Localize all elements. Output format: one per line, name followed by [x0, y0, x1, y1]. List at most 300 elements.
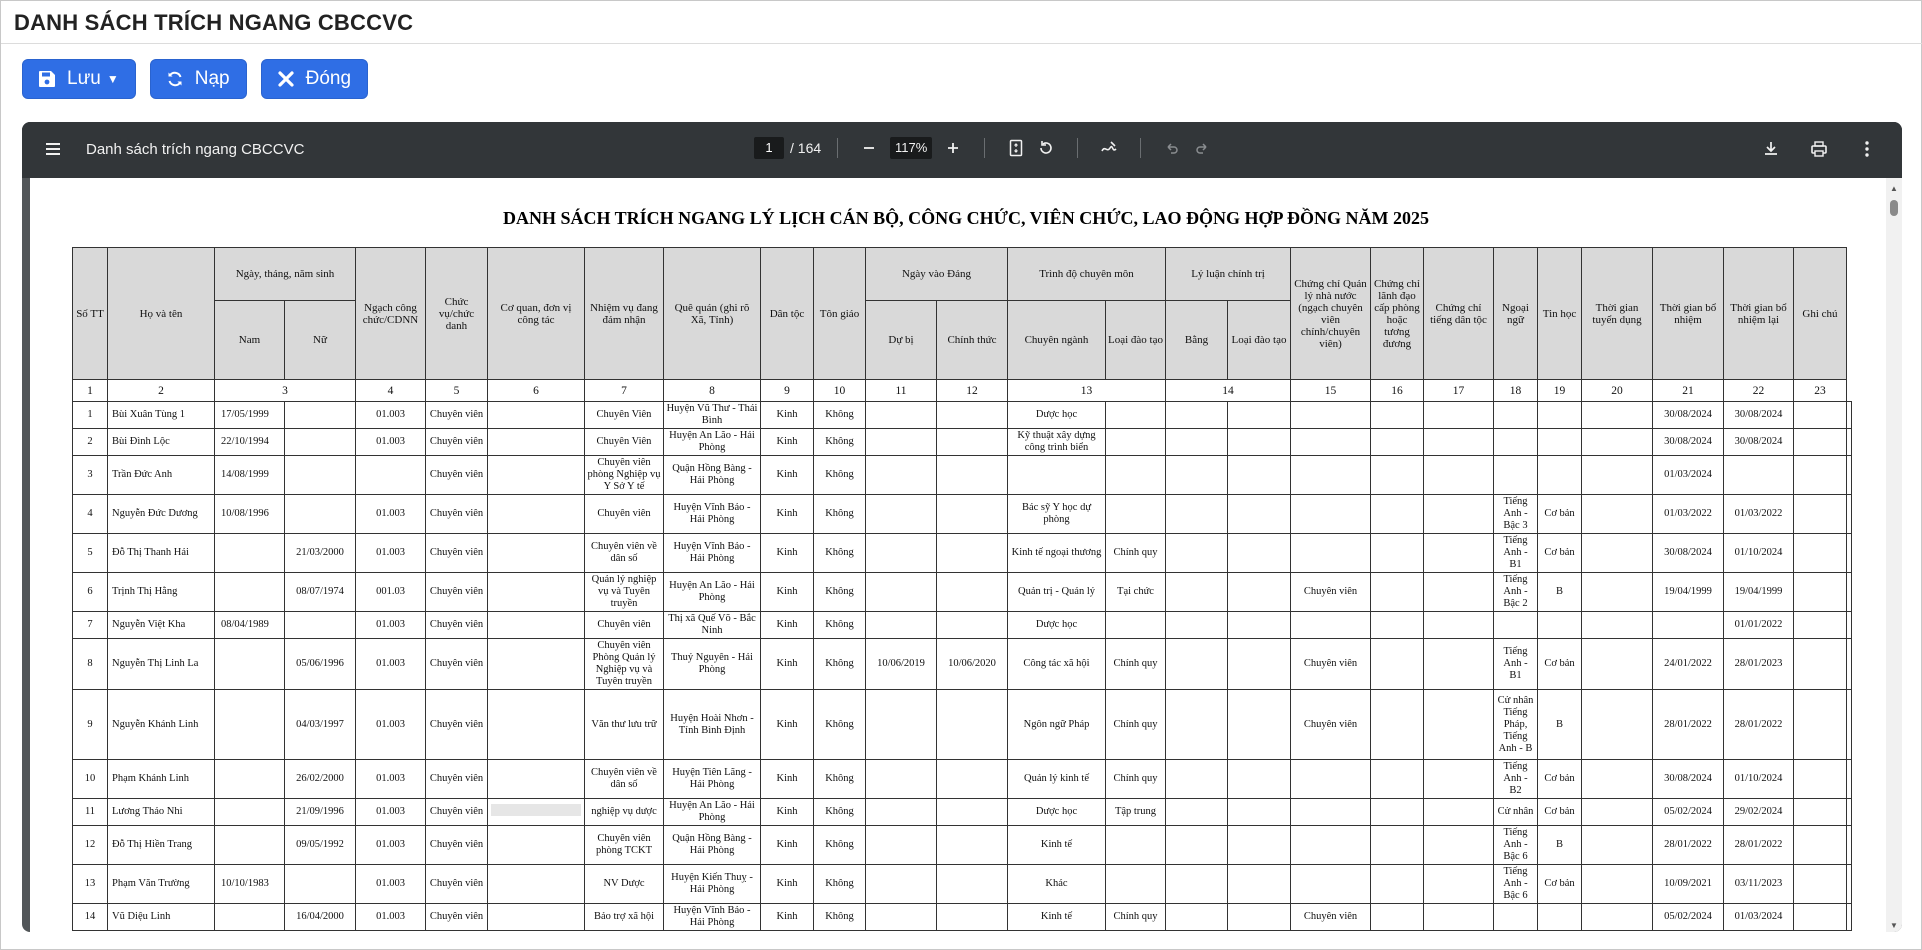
- table-cell: [1582, 429, 1653, 456]
- divider: [984, 138, 985, 158]
- column-number-row: [73, 380, 1852, 402]
- table-cell: Dược học: [1008, 402, 1106, 429]
- table-cell: [1424, 690, 1494, 760]
- table-cell: 17/05/1999: [215, 402, 285, 429]
- table-row: [73, 612, 1852, 639]
- zoom-level-input[interactable]: 117%: [890, 137, 932, 159]
- table-cell: Bác sỹ Y học dự phòng: [1008, 495, 1106, 534]
- table-cell: 01.003: [356, 534, 426, 573]
- table-cell: [1794, 456, 1847, 495]
- table-cell: Không: [814, 534, 866, 573]
- table-cell: [1228, 799, 1291, 826]
- table-cell: Dược học: [1008, 799, 1106, 826]
- table-cell: Chuyên viên: [585, 612, 664, 639]
- header-name: Họ và tên: [108, 248, 215, 380]
- table-cell: [1371, 826, 1424, 865]
- table-cell: Cử nhân: [1494, 799, 1538, 826]
- floppy-disk-icon: [37, 69, 57, 89]
- table-cell: Chuyên viên Phòng Quản lý Nghiệp vụ và Tuyên truyền: [585, 639, 664, 690]
- table-row: [73, 690, 1852, 760]
- table-cell: Chuyên viên: [426, 826, 488, 865]
- header-dubi: Dự bị: [866, 301, 937, 380]
- table-cell: [1582, 799, 1653, 826]
- table-cell: Không: [814, 799, 866, 826]
- table-cell: Trần Đức Anh: [108, 456, 215, 495]
- scroll-up-icon[interactable]: ▲: [1890, 184, 1898, 193]
- column-number: 17: [1424, 380, 1494, 402]
- table-cell: [1291, 456, 1371, 495]
- column-number: 7: [585, 380, 664, 402]
- table-cell: [1582, 573, 1653, 612]
- table-cell: [1166, 760, 1228, 799]
- table-cell: [1582, 865, 1653, 904]
- table-cell: [1494, 612, 1538, 639]
- table-cell: 08/04/1989: [215, 612, 285, 639]
- table-cell: Chuyên viên: [426, 690, 488, 760]
- save-button[interactable]: [22, 59, 136, 99]
- table-cell: [1847, 639, 1852, 690]
- table-cell: Kinh: [761, 826, 814, 865]
- table-cell: 29/02/2024: [1724, 799, 1794, 826]
- header-bang: Bằng: [1166, 301, 1228, 380]
- table-cell: [866, 495, 937, 534]
- table-cell: Huyện Vĩnh Bảo - Hải Phòng: [664, 534, 761, 573]
- table-cell: [937, 826, 1008, 865]
- table-cell: Huyện Vĩnh Bảo - Hải Phòng: [664, 904, 761, 931]
- redo-icon[interactable]: [1192, 138, 1212, 158]
- table-cell: 04/03/1997: [285, 690, 356, 760]
- table-cell: [937, 799, 1008, 826]
- table-cell: Chuyên Viên: [585, 402, 664, 429]
- table-cell: Lương Thảo Nhi: [108, 799, 215, 826]
- table-cell: Không: [814, 865, 866, 904]
- close-label: Đóng: [305, 68, 352, 89]
- table-cell: 01.003: [356, 639, 426, 690]
- table-cell: Vũ Diệu Linh: [108, 904, 215, 931]
- column-number: 21: [1653, 380, 1724, 402]
- column-number: 14: [1166, 380, 1291, 402]
- table-cell: [1106, 612, 1166, 639]
- save-label: Lưu: [67, 68, 101, 89]
- table-cell: [1424, 402, 1494, 429]
- pdf-doc-title: Danh sách trích ngang CBCCVC: [86, 141, 305, 158]
- table-cell: [1847, 690, 1852, 760]
- table-cell: Cơ bản: [1538, 799, 1582, 826]
- table-cell: [1166, 799, 1228, 826]
- table-cell: [488, 534, 585, 573]
- table-cell: Đỗ Thị Hiền Trang: [108, 826, 215, 865]
- scroll-down-icon[interactable]: ▼: [1890, 921, 1898, 930]
- header-chinhthuc: Chính thức: [937, 301, 1008, 380]
- header-llct: Lý luận chính trị: [1166, 248, 1291, 301]
- table-cell: [215, 573, 285, 612]
- header-chuyennganh: Chuyên ngành: [1008, 301, 1106, 380]
- table-cell: Nguyễn Việt Kha: [108, 612, 215, 639]
- table-cell: Chuyên viên: [585, 495, 664, 534]
- table-cell: 11: [73, 799, 108, 826]
- table-cell: [285, 456, 356, 495]
- table-row: [73, 760, 1852, 799]
- table-cell: Bảo trợ xã hội: [585, 904, 664, 931]
- annotate-pen-icon[interactable]: [1099, 138, 1119, 158]
- table-cell: Cơ bản: [1538, 639, 1582, 690]
- table-cell: 14/08/1999: [215, 456, 285, 495]
- table-cell: Chuyên viên: [426, 612, 488, 639]
- table-cell: [1582, 826, 1653, 865]
- table-cell: [1582, 904, 1653, 931]
- table-cell: [1847, 865, 1852, 904]
- table-cell: [1371, 495, 1424, 534]
- table-cell: 09/05/1992: [285, 826, 356, 865]
- table-cell: [1653, 612, 1724, 639]
- table-cell: [488, 904, 585, 931]
- table-cell: Huyện Vũ Thư - Thái Bình: [664, 402, 761, 429]
- table-cell: [1291, 495, 1371, 534]
- table-cell: [488, 612, 585, 639]
- table-cell: [1371, 760, 1424, 799]
- pdf-scrollbar[interactable]: [1886, 178, 1902, 932]
- header-trinhdo: Trình độ chuyên môn: [1008, 248, 1166, 301]
- table-cell: [866, 456, 937, 495]
- table-cell: [1228, 456, 1291, 495]
- table-cell: [937, 904, 1008, 931]
- table-cell: Kinh: [761, 612, 814, 639]
- table-cell: 10/09/2021: [1653, 865, 1724, 904]
- more-vertical-icon[interactable]: [1857, 139, 1877, 159]
- table-cell: [1794, 429, 1847, 456]
- table-cell: [1424, 456, 1494, 495]
- table-cell: 8: [73, 639, 108, 690]
- table-cell: [356, 456, 426, 495]
- table-cell: [1371, 573, 1424, 612]
- table-cell: Không: [814, 826, 866, 865]
- header-loaidt2: Loại đào tạo: [1228, 301, 1291, 380]
- refresh-icon: [165, 69, 185, 89]
- table-row: [73, 495, 1852, 534]
- table-cell: [937, 402, 1008, 429]
- table-cell: [866, 760, 937, 799]
- table-cell: Đỗ Thị Thanh Hải: [108, 534, 215, 573]
- table-cell: [1291, 402, 1371, 429]
- table-cell: [1794, 865, 1847, 904]
- table-cell: Kinh tế: [1008, 826, 1106, 865]
- table-cell: [1291, 760, 1371, 799]
- table-cell: Cơ bản: [1538, 534, 1582, 573]
- table-cell: 30/08/2024: [1653, 429, 1724, 456]
- table-cell: [1847, 612, 1852, 639]
- table-cell: Kinh: [761, 690, 814, 760]
- table-cell: [1371, 534, 1424, 573]
- fit-page-icon[interactable]: [1006, 138, 1026, 158]
- table-cell: [1106, 402, 1166, 429]
- table-cell: [215, 799, 285, 826]
- table-cell: [1424, 639, 1494, 690]
- table-cell: Không: [814, 760, 866, 799]
- redacted-block: [491, 804, 581, 816]
- table-cell: [488, 429, 585, 456]
- table-cell: [1794, 760, 1847, 799]
- table-cell: [1794, 690, 1847, 760]
- menu-icon[interactable]: [44, 140, 62, 158]
- table-cell: [1291, 429, 1371, 456]
- table-cell: [866, 826, 937, 865]
- table-cell: [215, 904, 285, 931]
- table-cell: Chuyên viên: [426, 456, 488, 495]
- table-cell: Cơ bản: [1538, 495, 1582, 534]
- column-number: 19: [1538, 380, 1582, 402]
- table-cell: [488, 495, 585, 534]
- table-cell: [866, 799, 937, 826]
- table-cell: [1582, 456, 1653, 495]
- table-cell: Chuyên viên: [426, 534, 488, 573]
- table-cell: [215, 760, 285, 799]
- title-divider: [1, 43, 1922, 44]
- header-nhiemvu: Nhiệm vụ đang đảm nhận: [585, 248, 664, 380]
- table-cell: Chính quy: [1106, 690, 1166, 760]
- table-cell: [937, 534, 1008, 573]
- table-cell: 01/03/2024: [1653, 456, 1724, 495]
- table-cell: [1794, 495, 1847, 534]
- column-number: 20: [1582, 380, 1653, 402]
- table-cell: 30/08/2024: [1724, 402, 1794, 429]
- table-row: [73, 402, 1852, 429]
- table-cell: Tiếng Anh - B1: [1494, 534, 1538, 573]
- table-cell: 01.003: [356, 690, 426, 760]
- table-cell: [1424, 573, 1494, 612]
- table-cell: 05/06/1996: [285, 639, 356, 690]
- column-number: 2: [108, 380, 215, 402]
- column-number: 15: [1291, 380, 1371, 402]
- column-number: 18: [1494, 380, 1538, 402]
- zoom-in-icon[interactable]: [943, 138, 963, 158]
- table-cell: Chính quy: [1106, 534, 1166, 573]
- pdf-controls: [754, 137, 1217, 159]
- column-number: 5: [426, 380, 488, 402]
- table-cell: 9: [73, 690, 108, 760]
- table-cell: [1228, 904, 1291, 931]
- download-icon[interactable]: [1761, 139, 1781, 159]
- table-cell: [1166, 904, 1228, 931]
- table-cell: 01.003: [356, 402, 426, 429]
- table-cell: 19/04/1999: [1724, 573, 1794, 612]
- reload-button[interactable]: [150, 59, 247, 99]
- table-cell: Huyện An Lão - Hải Phòng: [664, 573, 761, 612]
- table-cell: 01.003: [356, 799, 426, 826]
- table-cell: [1424, 826, 1494, 865]
- table-cell: [1228, 534, 1291, 573]
- table-cell: Thuỷ Nguyên - Hải Phòng: [664, 639, 761, 690]
- table-cell: [1291, 612, 1371, 639]
- table-cell: Chuyên viên phòng TCKT: [585, 826, 664, 865]
- table-cell: Ngôn ngữ Pháp: [1008, 690, 1106, 760]
- table-cell: 14: [73, 904, 108, 931]
- table-cell: [1371, 429, 1424, 456]
- table-cell: B: [1538, 826, 1582, 865]
- table-cell: [1228, 639, 1291, 690]
- table-cell: 10: [73, 760, 108, 799]
- table-cell: [488, 573, 585, 612]
- table-cell: Kinh tế ngoại thương: [1008, 534, 1106, 573]
- header-male: Nam: [215, 301, 285, 380]
- table-cell: Chuyên viên về dân số: [585, 534, 664, 573]
- table-cell: 01.003: [356, 904, 426, 931]
- table-cell: [1166, 826, 1228, 865]
- table-cell: [1166, 865, 1228, 904]
- header-loaidt: Loại đào tạo: [1106, 301, 1166, 380]
- table-cell: [1371, 690, 1424, 760]
- table-cell: [1794, 573, 1847, 612]
- table-cell: [1582, 760, 1653, 799]
- table-cell: [1424, 495, 1494, 534]
- table-cell: Chuyên viên: [426, 429, 488, 456]
- table-cell: 30/08/2024: [1724, 429, 1794, 456]
- close-button[interactable]: [261, 59, 368, 99]
- table-cell: [1847, 573, 1852, 612]
- table-cell: Chuyên viên: [426, 402, 488, 429]
- table-cell: B: [1538, 573, 1582, 612]
- header-dantoc: Dân tộc: [761, 248, 814, 380]
- table-cell: Chuyên viên: [1291, 904, 1371, 931]
- table-cell: 4: [73, 495, 108, 534]
- table-cell: [1166, 690, 1228, 760]
- table-cell: [1166, 495, 1228, 534]
- table-row: [73, 534, 1852, 573]
- pdf-viewer: [22, 122, 1902, 932]
- table-cell: [1291, 826, 1371, 865]
- zoom-out-icon[interactable]: [859, 138, 879, 158]
- table-cell: [488, 690, 585, 760]
- table-cell: [937, 865, 1008, 904]
- column-number: 12: [937, 380, 1008, 402]
- header-quequan: Quê quán (ghi rõ Xã, Tỉnh): [664, 248, 761, 380]
- table-cell: Kinh: [761, 639, 814, 690]
- table-cell: [1538, 904, 1582, 931]
- table-cell: 2: [73, 429, 108, 456]
- table-cell: [488, 865, 585, 904]
- table-cell: [1582, 690, 1653, 760]
- table-cell: Chuyên viên: [426, 495, 488, 534]
- table-cell: Không: [814, 573, 866, 612]
- table-cell: NV Dược: [585, 865, 664, 904]
- table-cell: 30/08/2024: [1653, 402, 1724, 429]
- header-dob: Ngày, tháng, năm sinh: [215, 248, 356, 301]
- table-cell: [1424, 904, 1494, 931]
- table-cell: [937, 495, 1008, 534]
- table-cell: 01/03/2022: [1724, 495, 1794, 534]
- table-row: [73, 456, 1852, 495]
- undo-icon[interactable]: [1162, 138, 1182, 158]
- table-row: [73, 639, 1852, 690]
- table-cell: [937, 760, 1008, 799]
- table-cell: 28/01/2022: [1653, 690, 1724, 760]
- table-cell: [937, 429, 1008, 456]
- table-cell: [285, 612, 356, 639]
- page-number-input[interactable]: 1: [754, 137, 784, 159]
- column-number: 6: [488, 380, 585, 402]
- table-cell: Cơ bản: [1538, 760, 1582, 799]
- table-cell: Tiếng Anh - B1: [1494, 639, 1538, 690]
- reload-label: Nạp: [194, 68, 230, 89]
- column-number: 16: [1371, 380, 1424, 402]
- table-cell: 05/02/2024: [1653, 904, 1724, 931]
- table-cell: 16/04/2000: [285, 904, 356, 931]
- table-cell: [1166, 402, 1228, 429]
- table-cell: Tiếng Anh - Bậc 2: [1494, 573, 1538, 612]
- table-cell: [488, 402, 585, 429]
- table-cell: 01.003: [356, 826, 426, 865]
- table-cell: [1371, 612, 1424, 639]
- table-cell: [937, 690, 1008, 760]
- column-number: 3: [215, 380, 356, 402]
- table-cell: [1494, 402, 1538, 429]
- table-cell: [1847, 826, 1852, 865]
- table-cell: [285, 865, 356, 904]
- table-cell: Tiếng Anh - Bậc 6: [1494, 865, 1538, 904]
- table-row: [73, 865, 1852, 904]
- table-cell: [866, 612, 937, 639]
- print-icon[interactable]: [1809, 139, 1829, 159]
- header-ngoaingu: Ngoại ngữ: [1494, 248, 1538, 380]
- table-cell: [1166, 639, 1228, 690]
- header-tuyendung: Thời gian tuyển dụng: [1582, 248, 1653, 380]
- table-cell: [937, 456, 1008, 495]
- table-cell: [1847, 495, 1852, 534]
- table-cell: [1794, 826, 1847, 865]
- table-cell: [1847, 760, 1852, 799]
- table-cell: Không: [814, 495, 866, 534]
- table-cell: [1106, 495, 1166, 534]
- table-cell: Khác: [1008, 865, 1106, 904]
- table-cell: Chuyên viên: [426, 639, 488, 690]
- table-cell: 01.003: [356, 612, 426, 639]
- table-cell: [937, 612, 1008, 639]
- rotate-icon[interactable]: [1036, 138, 1056, 158]
- header-bonhiemlai: Thời gian bổ nhiệm lại: [1724, 248, 1794, 380]
- pdf-right-actions: [1756, 139, 1882, 159]
- table-cell: Chính quy: [1106, 904, 1166, 931]
- column-number: 8: [664, 380, 761, 402]
- table-cell: [1794, 534, 1847, 573]
- table-cell: [1106, 865, 1166, 904]
- scroll-thumb[interactable]: [1890, 200, 1898, 216]
- table-cell: Kinh: [761, 904, 814, 931]
- table-cell: [1228, 495, 1291, 534]
- table-row: [73, 904, 1852, 931]
- table-cell: [285, 402, 356, 429]
- table-cell: Chuyên viên: [1291, 639, 1371, 690]
- table-cell: 24/01/2022: [1653, 639, 1724, 690]
- table-cell: [285, 429, 356, 456]
- table-cell: [1291, 865, 1371, 904]
- header-chucvu: Chức vụ/chức danh: [426, 248, 488, 380]
- table-cell: 01/01/2022: [1724, 612, 1794, 639]
- header-qlnn: Chứng chỉ Quản lý nhà nước (ngạch chuyên viên chính/chuyên viên): [1291, 248, 1371, 380]
- table-cell: 08/07/1974: [285, 573, 356, 612]
- column-number: 1: [73, 380, 108, 402]
- table-cell: [488, 826, 585, 865]
- table-cell: 28/01/2023: [1724, 639, 1794, 690]
- table-cell: [1291, 534, 1371, 573]
- table-cell: [1228, 429, 1291, 456]
- table-cell: [1106, 826, 1166, 865]
- table-cell: 28/01/2022: [1653, 826, 1724, 865]
- table-cell: 01.003: [356, 760, 426, 799]
- table-cell: Trịnh Thị Hằng: [108, 573, 215, 612]
- table-cell: [1494, 904, 1538, 931]
- pdf-toolbar: [22, 122, 1902, 178]
- table-cell: [1228, 826, 1291, 865]
- table-cell: [1424, 612, 1494, 639]
